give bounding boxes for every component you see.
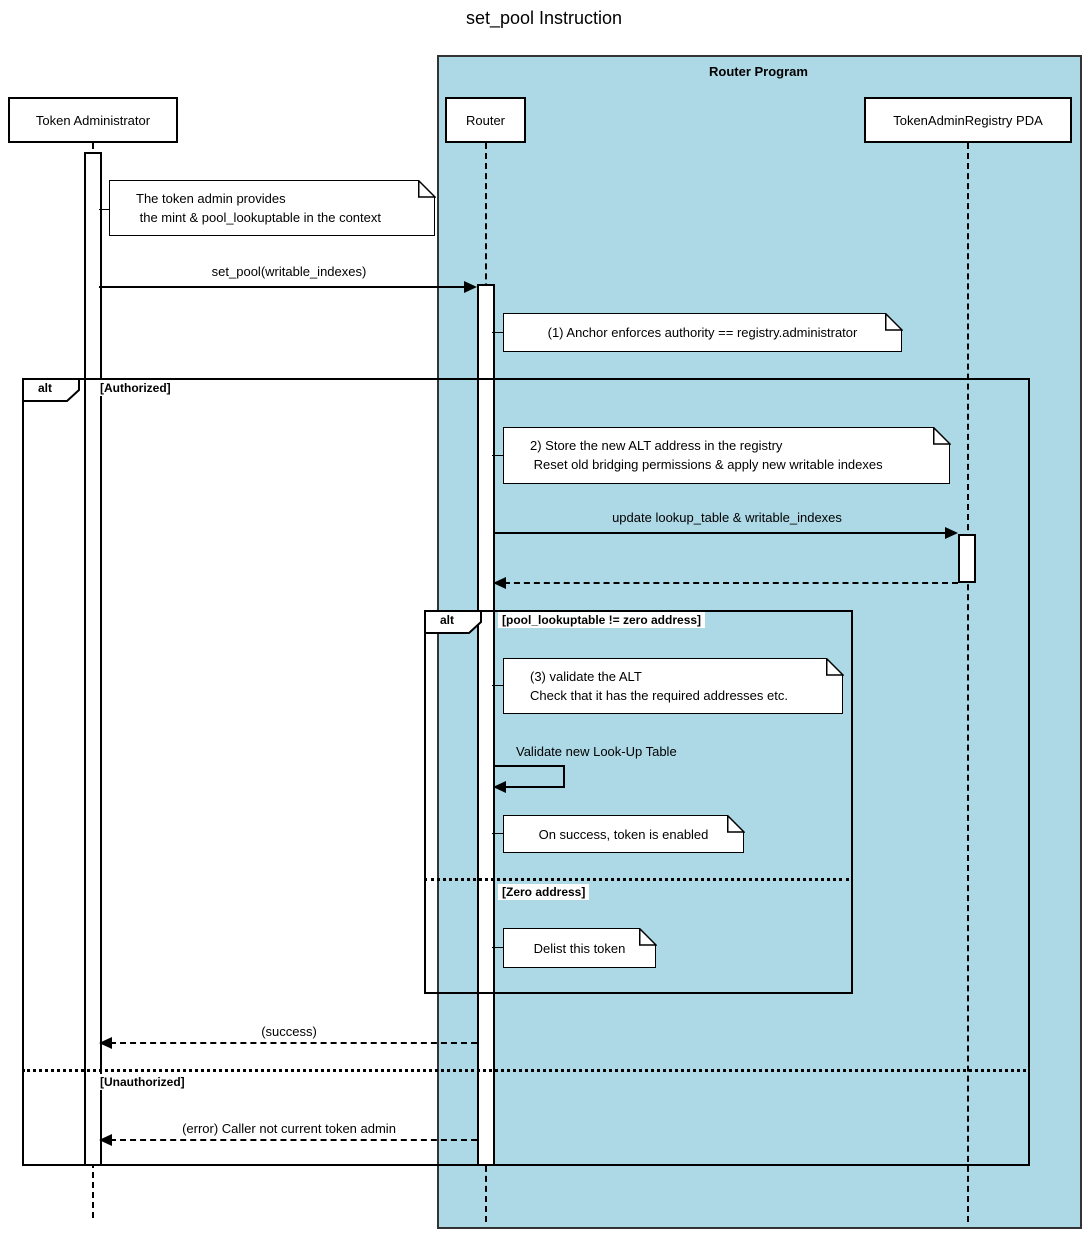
alt-frame-outer-pentagon: [22, 378, 80, 402]
arrowhead-left-icon: [99, 1037, 112, 1049]
arrowhead-right-icon: [464, 281, 477, 293]
participant-label: TokenAdminRegistry PDA: [893, 112, 1043, 128]
note-delist-token: [503, 928, 656, 968]
note-line: Check that it has the required addresses etc.: [530, 688, 788, 703]
arrowhead-left-icon: [493, 577, 506, 589]
alt-inner-condition-zero: [Zero address]: [498, 884, 589, 900]
message-label-success: (success): [261, 1024, 317, 1039]
arrowhead-right-icon: [945, 527, 958, 539]
note-line: The token admin provides: [136, 191, 286, 206]
diagram-title: set_pool Instruction: [465, 8, 623, 28]
message-label-validate-lut: Validate new Look-Up Table: [516, 744, 677, 759]
arrowhead-left-icon: [99, 1134, 112, 1146]
message-set-pool: [99, 286, 466, 288]
router-program-label: Router Program: [709, 64, 808, 79]
participant-label: Token Administrator: [35, 112, 151, 128]
participant-label: Router: [465, 112, 506, 128]
message-label-set-pool: set_pool(writable_indexes): [211, 264, 367, 279]
self-message-bottom: [504, 786, 565, 788]
alt-keyword: alt: [439, 613, 454, 627]
note-line: (3) validate the ALT: [530, 669, 642, 684]
note-anchor-check: [503, 313, 902, 352]
alt-outer-condition-unauthorized: [Unauthorized]: [96, 1074, 189, 1090]
message-label-update: update lookup_table & writable_indexes: [612, 510, 842, 525]
message-label-error: (error) Caller not current token admin: [182, 1121, 396, 1136]
self-message-side: [563, 765, 565, 787]
message-success: [110, 1042, 477, 1044]
participant-token-admin-registry-pda: [864, 97, 1072, 143]
note-validate-alt: [503, 658, 843, 714]
note-line: Reset old bridging permissions & apply new writable indexes: [530, 457, 883, 472]
participant-token-administrator: [8, 97, 178, 143]
note-store-alt: [503, 427, 950, 484]
note-line: the mint & pool_lookuptable in the context: [136, 210, 381, 225]
alt-outer-condition-authorized: [Authorized]: [96, 380, 175, 396]
alt-inner-condition-not-zero: [pool_lookuptable != zero address]: [498, 612, 705, 628]
alt-keyword: alt: [37, 381, 52, 395]
self-message-top: [493, 765, 565, 767]
note-line: 2) Store the new ALT address in the registry: [530, 438, 783, 453]
alt-outer-divider: [22, 1069, 1026, 1072]
alt-frame-inner-pentagon: [424, 610, 482, 634]
note-line: Delist this token: [533, 940, 626, 956]
note-line: On success, token is enabled: [538, 826, 709, 842]
alt-inner-divider: [424, 878, 849, 881]
note-token-enabled: [503, 815, 744, 853]
participant-router: [445, 97, 526, 143]
message-update: [493, 532, 947, 534]
note-context: [109, 180, 435, 236]
note-line: (1) Anchor enforces authority == registry.administrator: [547, 325, 858, 340]
arrowhead-left-icon: [493, 781, 506, 793]
message-registry-return: [504, 582, 958, 584]
message-error: [110, 1139, 477, 1141]
